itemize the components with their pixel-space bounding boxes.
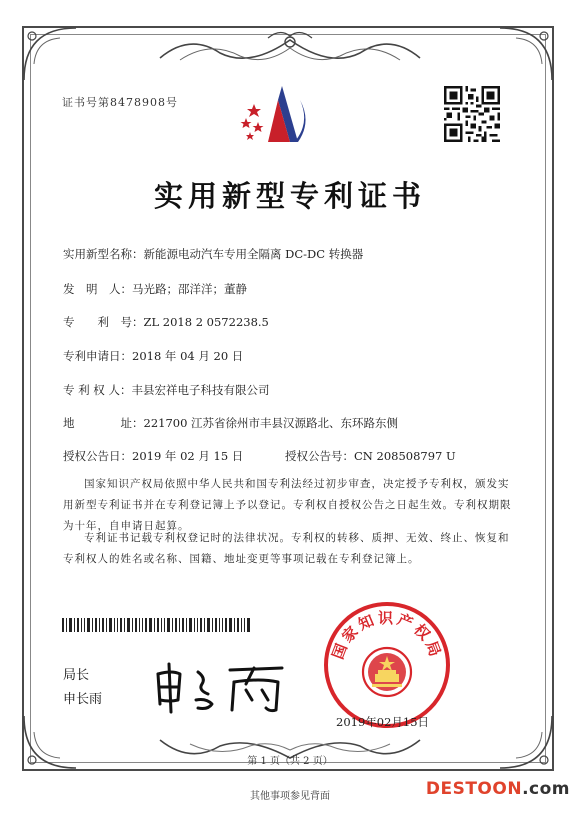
field-label: 地 址： — [63, 416, 144, 430]
seal-date: 2019年02月15日 — [336, 715, 430, 729]
signatory-name: 申长雨 — [63, 692, 103, 707]
field-utility-model-name — [63, 246, 363, 262]
cnipa-logo-icon — [238, 82, 318, 150]
field-value: 新能源电动汽车专用全隔离 DC-DC 转换器 — [143, 247, 364, 261]
page-indicator: 第 1 页（共 2 页） — [247, 756, 333, 767]
field-label: 专 利 号： — [63, 315, 144, 329]
field-label: 发 明 人： — [63, 282, 132, 296]
field-grant-number — [285, 448, 456, 464]
field-label: 授权公告号： — [285, 449, 354, 463]
field-grant-date — [63, 448, 243, 464]
footer-note: 其他事项参见背面 — [250, 791, 330, 802]
field-label: 专 利 权 人： — [63, 383, 132, 397]
paragraph-legal-status: 专利证书记载专利权登记时的法律状况。专利权的转移、质押、无效、终止、恢复和专利权人的姓名或名称、国籍、地址变更等事项记载在专利登记簿上。 — [63, 532, 510, 565]
field-label: 授权公告日： — [63, 449, 132, 463]
certificate-number: 证书号第8478908号 — [62, 96, 178, 109]
field-value: CN 208508797 U — [354, 449, 456, 463]
field-value: 2019 年 02 月 15 日 — [132, 449, 244, 463]
watermark-suffix: .com — [522, 779, 570, 799]
seal-text: 国家知识产权局 — [328, 609, 446, 662]
top-ornament — [150, 28, 430, 68]
corner-ornament-tl — [20, 24, 80, 84]
certificate-title: 实用新型专利证书 — [153, 179, 426, 213]
field-application-date — [63, 348, 243, 364]
barcode-icon — [62, 618, 252, 632]
field-value: 马光路；邵洋洋；董静 — [132, 282, 247, 296]
signatory-title: 局长 — [63, 668, 90, 683]
field-label: 专利申请日： — [63, 349, 132, 363]
field-patent-number — [63, 314, 269, 330]
corner-ornament-tr — [496, 24, 556, 84]
paragraph-grant-statement: 国家知识产权局依照中华人民共和国专利法经过初步审查，决定授予专利权，颁发实用新型专利证书并在专利登记簿上予以登记。专利权自授权公告之日起生效。专利权期限为十年，自申请日起算。 — [63, 478, 512, 532]
watermark-brand: DESTOON — [425, 779, 523, 799]
field-value: ZL 2018 2 0572238.5 — [143, 315, 269, 329]
field-patentee — [63, 382, 269, 398]
field-value: 2018 年 04 月 20 日 — [132, 349, 244, 363]
official-seal-icon — [322, 600, 452, 730]
watermark — [426, 779, 570, 799]
field-value: 221700 江苏省徐州市丰县汉源路北、东环路东侧 — [143, 416, 399, 430]
qr-code-icon — [444, 86, 500, 142]
field-value: 丰县宏祥电子科技有限公司 — [131, 383, 270, 397]
field-inventors — [63, 281, 247, 297]
field-label: 实用新型名称： — [63, 247, 144, 261]
field-address — [63, 415, 398, 431]
signature-icon — [150, 660, 290, 716]
